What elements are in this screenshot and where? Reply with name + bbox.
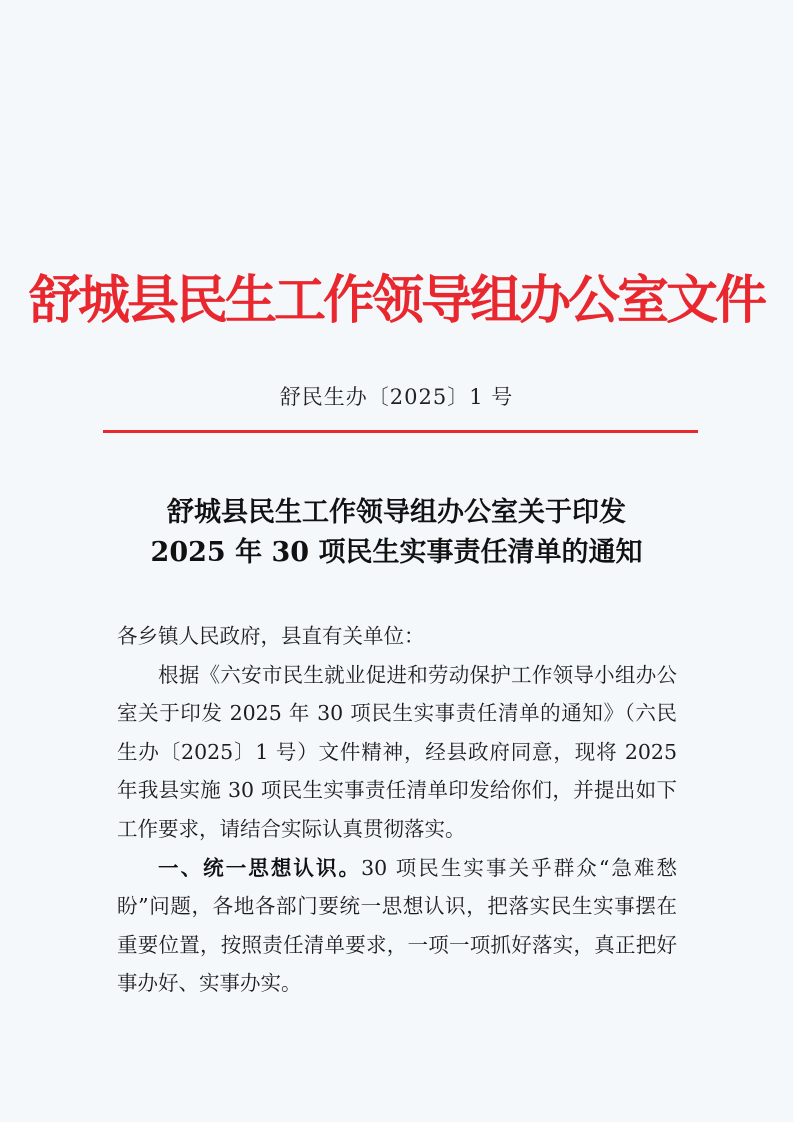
salutation: 各乡镇人民政府，县直有关单位： [117,624,425,648]
notice-title-line-1: 舒城县民生工作领导组办公室关于印发 [167,497,626,528]
document-body [117,617,677,1003]
issuer-header: 舒城县民生工作领导组办公室文件 [28,270,764,331]
notice-title-line-2: 2025 年 30 项民生实事责任清单的通知 [150,537,643,568]
section-1-text: 30 项民生实事关乎群众“急难愁盼”问题，各地各部门要统一思想认识，把落实民生实事摆在重要位置，按照责任清单要求，一项一项抓好落实，真正把好事办好、实事办实。 [117,855,677,996]
red-divider-rule [103,430,698,433]
document-number: 舒民生办〔2025〕1 号 [279,385,514,409]
section-1-heading: 一、统一思想认识。 [158,855,362,880]
notice-title [0,493,793,573]
paragraph-intro: 根据《六安市民生就业促进和劳动保护工作领导小组办公室关于印发 2025 年 30 项民生实事责任清单的通知》（六民生办〔2025〕1 号）文件精神，经县政府同意，现将 2025 年我县实施 30 项民生实事责任清单印发给你们，并提出如下工作要求，请结合实际认真贯彻落实。 [117,662,677,841]
paragraph-section-1 [117,849,677,1003]
